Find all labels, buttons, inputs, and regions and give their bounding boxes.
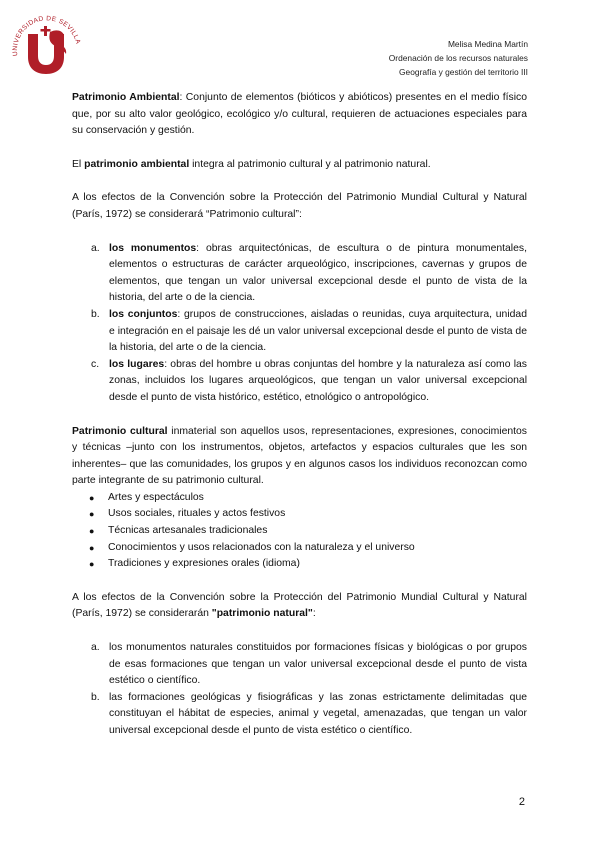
list-item: b. las formaciones geológicas y fisiográficas y las zonas estrictamente delimitadas que constituyan el hábitat de especies, animal y vegetal, amenazadas, que tengan un valor universal excepcional desde el punto de vista estético o científico. [91,691,527,736]
page-number: 2 [518,796,525,808]
list-item: a. los monumentos naturales constituidos por formaciones físicas y biológicas o por grupos de esas formaciones que tengan un valor universal excepcional desde el punto de vista estético o científico. [91,642,527,687]
logo-emblem [28,26,66,74]
list-item: ● Técnicas artesanales tradicionales [89,525,268,537]
list-item: ● Artes y espectáculos [89,491,204,503]
header-course: Geografía y gestión del territorio III [399,67,528,77]
logo-ring-text: UNIVERSIDAD DE SEVILLA [11,15,82,57]
list-item: ● Usos sociales, rituales y actos festivos [89,508,286,520]
header-subject: Ordenación de los recursos naturales [388,53,528,63]
list-item: ● Conocimientos y usos relacionados con la naturaleza y el universo [89,541,415,553]
list-item: b. los conjuntos: grupos de construcciones, aisladas o reunidas, cuya arquitectura, unidad e integración en el paisaje les dé un valor universal excepcional desde el punto de vista de la historia, del arte o de la ciencia. [91,308,527,354]
natural-heritage-list [72,640,527,740]
term-patrimonio-natural: "patrimonio natural" [211,608,313,620]
term-patrimonio-cultural: Patrimonio cultural [72,425,168,437]
list-item: a. los monumentos: obras arquitectónicas, de escultura o de pintura monumentales, elementos o estructuras de carácter arqueológico, inscripciones, cavernas y grupos de elementos, que tengan un valor universal excepcional desde el punto de vista de la historia, del arte o de la ciencia. [91,242,527,304]
paragraph-patrimonio-inmaterial: Patrimonio cultural inmaterial son aquellos usos, representaciones, expresiones, conocimientos y técnicas –junto con los instrumentos, objetos, artefactos y espacios culturales que les son inherentes– que las comunidades, los grupos y en algunos casos los individuos reconozcan como parte integrante de su patrimonio cultural. [72,425,527,487]
intangible-heritage-list [72,490,527,573]
term-patrimonio-ambiental: Patrimonio Ambiental [72,92,180,103]
paragraph-integra: El patrimonio ambiental integra al patrimonio cultural y al patrimonio natural. [72,158,431,170]
cultural-heritage-list [72,241,527,407]
list-item: ● Tradiciones y expresiones orales (idioma) [89,558,300,570]
university-logo [10,10,84,82]
paragraph-convencion-natural: A los efectos de la Convención sobre la Protección del Patrimonio Mundial Cultural y Natural (París, 1972) se considerarán "patrimonio natural": [72,591,527,620]
paragraph-convencion-cultural: A los efectos de la Convención sobre la Protección del Patrimonio Mundial Cultural y Natural (París, 1972) se considerará “Patrimonio cultural”: [72,192,527,220]
header-author: Melisa Medina Martín [447,39,528,49]
page-header [389,37,528,79]
list-item: c. los lugares: obras del hombre u obras conjuntas del hombre y la naturaleza así como las zonas, incluidos los lugares arqueológicos, que tengan un valor universal excepcional desde el punto de vista histórico, estético, etnológico o antropológico. [91,358,527,403]
document-body [72,90,527,740]
paragraph-patrimonio-ambiental: Patrimonio Ambiental: Conjunto de elementos (bióticos y abióticos) presentes en el medio físico que, por su alto valor geológico, ecológico y/o cultural, requieren de actuaciones especiales para su conservación y gestión. [72,92,528,137]
term-patrimonio-ambiental-2: patrimonio ambiental [84,158,190,170]
